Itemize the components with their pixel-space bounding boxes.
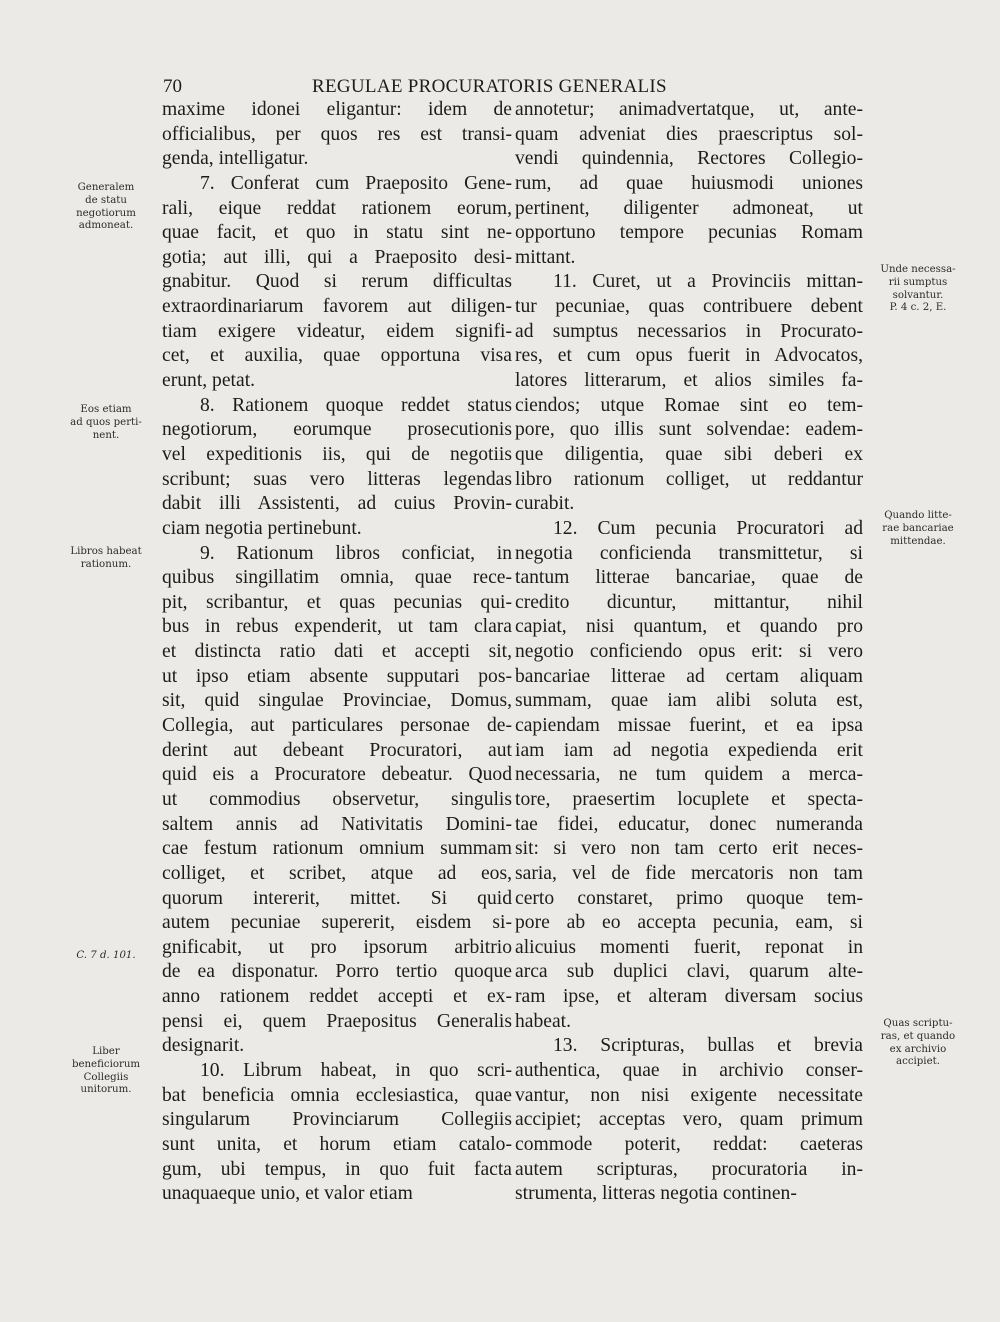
margin-note-generalem — [56, 182, 156, 233]
text-line: tiam exigere videatur, eidem signifi- — [162, 320, 512, 342]
text-line: necessaria, ne tum quidem a merca- — [515, 764, 863, 786]
text-line: certo constaret, primo quoque tem- — [515, 887, 863, 909]
margin-note-line: Quando litte- — [884, 510, 952, 521]
text-line: tantum litterae bancariae, quae de — [515, 567, 863, 589]
margin-note-line: Eos etiam — [80, 404, 132, 415]
text-line: bancariae litterae ad certam aliquam — [515, 665, 863, 687]
margin-note-line: Libros habeat — [70, 546, 142, 557]
text-line: pit, scribantur, et quas pecunias qui- — [162, 591, 512, 613]
text-line: ut ipso etiam absente supputari pos- — [162, 665, 512, 687]
margin-note-line: unitorum. — [80, 1084, 132, 1096]
margin-note-line: ras, et quando — [880, 1030, 956, 1042]
margin-note-line: Unde necessa- — [880, 264, 956, 275]
text-line: 7. Conferat cum Praeposito Gene- — [200, 172, 512, 194]
margin-note-line: P. 4 c. 2, E. — [889, 302, 947, 314]
text-line: pore, quo illis sunt solvendae: eadem- — [515, 419, 863, 441]
text-line: ciam negotia pertinebunt. — [162, 517, 362, 539]
text-line: negotio conficiendo opus erit: si vero — [515, 641, 863, 663]
text-line: tae fidei, educatur, donec numeranda — [515, 813, 863, 835]
text-line: quae facit, et quo in statu sint ne- — [162, 222, 512, 244]
text-line: credito dicuntur, mittantur, nihil — [515, 591, 863, 613]
text-line: sit: si vero non tam certo erit neces- — [515, 838, 863, 860]
text-line: colliget, et scribet, atque ad eos, — [162, 862, 512, 884]
text-line: Collegia, aut particulares personae de- — [162, 715, 512, 737]
text-line: cae festum rationum omnium summam — [162, 838, 512, 860]
margin-note-line: Generalem — [77, 182, 135, 193]
margin-note-line: accipiet. — [896, 1056, 940, 1068]
margin-note-eos-etiam — [56, 404, 156, 442]
text-line: habeat. — [515, 1010, 572, 1032]
text-line: gotia; aut illi, qui a Praeposito desi- — [162, 246, 512, 268]
text-line: autem pecuniae supererit, eisdem si- — [162, 912, 512, 934]
text-line: bus in rebus expenderit, ut tam clara — [162, 616, 512, 638]
text-line: saria, vel de fide mercatoris non tam — [515, 862, 863, 884]
text-line: res, et cum opus fuerit in Advocatos, — [515, 345, 863, 367]
page-number: 70 — [163, 76, 182, 97]
text-line: officialibus, per quos res est transi- — [162, 123, 512, 145]
text-line: gnabitur. Quod si rerum difficultas — [162, 271, 512, 293]
margin-note-line: negotiorum — [76, 207, 136, 219]
margin-note-citation — [56, 950, 156, 963]
text-line: rum, ad quae huiusmodi uniones — [515, 172, 863, 194]
text-line: anno rationem reddet accepti et ex- — [162, 986, 512, 1008]
text-line: ram ipse, et alteram diversam socius — [515, 986, 863, 1008]
text-line: dabit illi Assistenti, ad cuius Provin- — [162, 493, 512, 515]
text-line: commode poterit, reddat: caeteras — [515, 1133, 863, 1155]
text-line: sit, quid singulae Provinciae, Domus, — [162, 690, 512, 712]
text-line: libro rationum colliget, ut reddantur — [515, 468, 863, 490]
text-line: cet, et auxilia, quae opportuna visa — [162, 345, 512, 367]
text-line: capiat, nisi quantum, et quando pro — [515, 616, 863, 638]
text-line: derint aut debeant Procuratori, aut — [162, 739, 512, 761]
text-line: curabit. — [515, 493, 575, 515]
margin-note-quas-scripturas — [868, 1018, 968, 1069]
text-line: designarit. — [162, 1035, 245, 1057]
margin-note-line: beneficiorum — [71, 1058, 141, 1070]
text-line: arca sub duplici clavi, quarum alte- — [515, 961, 863, 983]
text-line: quam adveniat dies praescriptus sol- — [515, 123, 863, 145]
text-line: gnificabit, ut pro ipsorum arbitrio — [162, 936, 512, 958]
margin-note-quando-litterae — [868, 510, 968, 548]
text-line: opportuno tempore pecunias Romam — [515, 222, 863, 244]
text-line: summam, quae iam alibi soluta est, — [515, 690, 863, 712]
text-line: accipiet; acceptas vero, quam primum — [515, 1109, 863, 1131]
text-line: iam iam ad negotia expedienda erit — [515, 739, 863, 761]
text-line: 9. Rationum libros conficiat, in — [200, 542, 512, 564]
text-line: quibus singillatim omnia, quae rece- — [162, 567, 512, 589]
text-line: maxime idonei eligantur: idem de — [162, 99, 512, 120]
text-line: genda, intelligatur. — [162, 148, 309, 170]
text-line: tur pecuniae, quas contribuere debent — [515, 296, 863, 318]
text-line: 12. Cum pecunia Procuratori ad — [553, 517, 863, 539]
margin-note-unde-necessarii — [868, 264, 968, 315]
text-line: negotia conficienda transmittetur, si — [515, 542, 863, 564]
text-line: gum, ubi tempus, in quo fuit facta — [162, 1158, 512, 1180]
margin-note-line: admoneat. — [78, 220, 134, 232]
text-line: de ea disponatur. Porro tertio quoque — [162, 961, 512, 983]
right-text-column — [515, 98, 863, 1207]
margin-note-line: ad quos perti- — [70, 416, 142, 428]
text-line: vantur, non nisi exigente necessitate — [515, 1084, 863, 1106]
margin-note-line: Quas scriptu- — [883, 1018, 953, 1029]
text-line: scribunt; suas vero litteras legendas — [162, 468, 512, 490]
text-line: latores litterarum, et alios similes fa- — [515, 370, 863, 392]
margin-note-line: ex archivio — [889, 1043, 947, 1055]
text-line: pensi ei, quem Praepositus Generalis — [162, 1010, 512, 1032]
text-line: capiendam missae fuerint, et ea ipsa — [515, 715, 863, 737]
margin-note-line: mittendae. — [890, 535, 946, 547]
margin-note-line: rae bancariae — [882, 522, 954, 534]
text-line: authentica, quae in archivio conser- — [515, 1059, 863, 1081]
margin-note-liber-beneficiorum — [56, 1046, 156, 1097]
text-line: autem scripturas, procuratoria in- — [515, 1158, 863, 1180]
text-line: que diligentia, quae sibi deberi ex — [515, 443, 863, 465]
margin-note-line: solvantur. — [892, 289, 944, 301]
text-line: ciendos; utque Romae sint eo tem- — [515, 394, 863, 416]
text-line: et distincta ratio dati et accepti sit, — [162, 641, 512, 663]
margin-note-line: rii sumptus — [888, 276, 948, 288]
text-line: alicuius momenti fuerit, reponat in — [515, 936, 863, 958]
left-text-column — [162, 98, 512, 1207]
margin-note-line: rationum. — [80, 558, 132, 570]
text-line: 10. Librum habeat, in quo scri- — [200, 1059, 512, 1081]
text-line: ad sumptus necessarios in Procurato- — [515, 320, 863, 342]
text-line: 11. Curet, ut a Provinciis mittan- — [553, 271, 863, 293]
margin-note-line: Liber — [92, 1046, 120, 1057]
text-line: annotetur; animadvertatque, ut, ante- — [515, 99, 863, 120]
text-line: 8. Rationem quoque reddet status — [200, 394, 512, 416]
text-line: unaquaeque unio, et valor etiam — [162, 1183, 413, 1205]
text-line: saltem annis ad Nativitatis Domini- — [162, 813, 512, 835]
text-line: bat beneficia omnia ecclesiastica, quae — [162, 1084, 512, 1106]
margin-note-line: C. 7 d. 101. — [76, 950, 136, 961]
margin-note-libros-habeat — [56, 546, 156, 572]
text-line: tore, praesertim locuplete et specta- — [515, 788, 863, 810]
text-line: quid eis a Procuratore debeatur. Quod — [162, 764, 512, 786]
text-line: vel expeditionis iis, qui de negotiis — [162, 443, 512, 465]
text-line: mittant. — [515, 246, 576, 268]
text-line: ut commodius observetur, singulis — [162, 788, 512, 810]
text-line: negotiorum, eorumque prosecutionis — [162, 419, 512, 441]
text-line: singularum Provinciarum Collegiis — [162, 1109, 512, 1131]
text-line: pertinent, diligenter admoneat, ut — [515, 197, 863, 219]
text-line: quorum intererit, mittet. Si quid — [162, 887, 512, 909]
running-title: REGULAE PROCURATORIS GENERALIS — [312, 76, 667, 97]
text-line: strumenta, litteras negotia continen- — [515, 1183, 797, 1205]
margin-note-line: nent. — [92, 429, 120, 441]
text-line: sunt unita, et horum etiam catalo- — [162, 1133, 512, 1155]
text-line: rali, eique reddat rationem eorum, — [162, 197, 512, 219]
text-line: 13. Scripturas, bullas et brevia — [553, 1035, 863, 1057]
text-line: vendi quindennia, Rectores Collegio- — [515, 148, 863, 170]
text-line: pore ab eo accepta pecunia, eam, si — [515, 912, 863, 934]
margin-note-line: de statu — [85, 194, 127, 206]
margin-note-line: Collegiis — [83, 1071, 129, 1083]
text-line: extraordinariarum favorem aut diligen- — [162, 296, 512, 318]
text-line: erunt, petat. — [162, 370, 256, 392]
